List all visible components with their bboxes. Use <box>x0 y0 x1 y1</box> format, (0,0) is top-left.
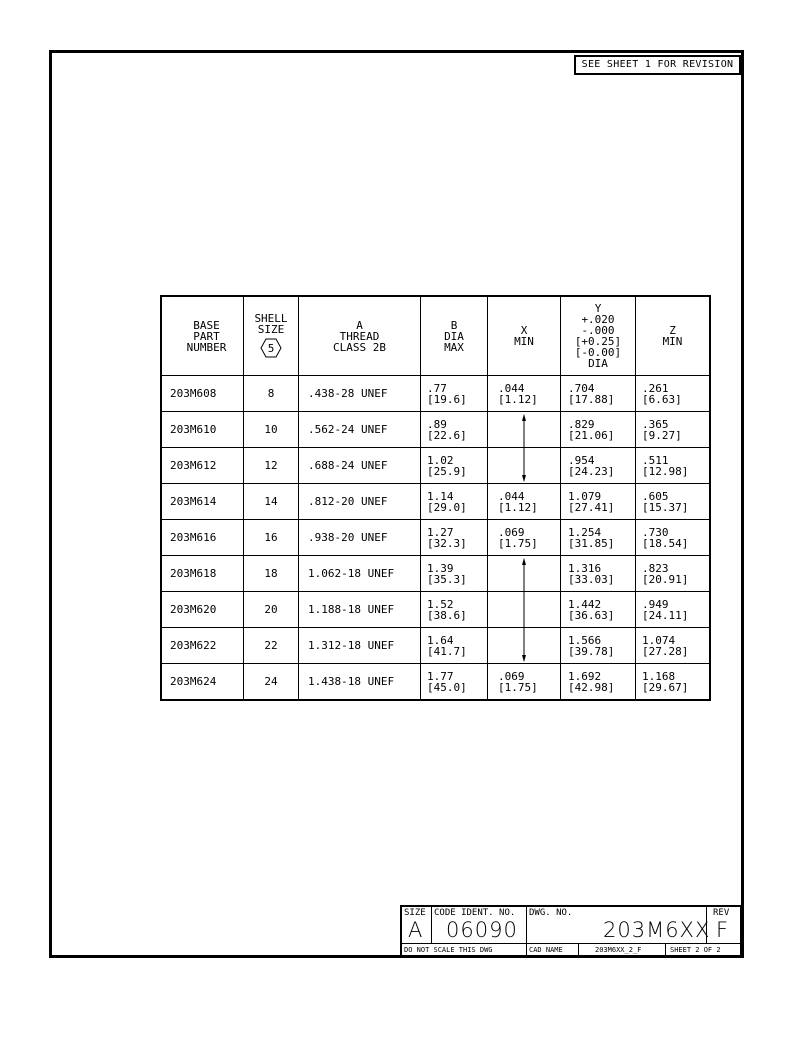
cell-shell: 22 <box>244 628 299 664</box>
header-base-part-number: BASE PART NUMBER <box>161 296 244 376</box>
cell-thread: .438-28 UNEF <box>299 376 421 412</box>
header-b-dia-max: B DIA MAX <box>421 296 488 376</box>
cell-part: 203M618 <box>161 556 244 592</box>
table-row <box>161 556 710 592</box>
cell-b: .89 [22.6] <box>421 412 488 448</box>
cell-y: 1.566 [39.78] <box>561 628 636 664</box>
cell-b: .77 [19.6] <box>421 376 488 412</box>
cell-z: 1.168 [29.67] <box>636 664 711 701</box>
cell-shell: 16 <box>244 520 299 556</box>
rev-cell: REV F <box>707 907 741 944</box>
cell-thread: .938-20 UNEF <box>299 520 421 556</box>
cell-z: .823 [20.91] <box>636 556 711 592</box>
cell-shell: 12 <box>244 448 299 484</box>
cell-y: .829 [21.06] <box>561 412 636 448</box>
cell-b: 1.64 [41.7] <box>421 628 488 664</box>
cell-thread: 1.188-18 UNEF <box>299 592 421 628</box>
cell-thread: 1.062-18 UNEF <box>299 556 421 592</box>
cell-y: 1.692 [42.98] <box>561 664 636 701</box>
cell-thread: .812-20 UNEF <box>299 484 421 520</box>
cell-y: 1.254 [31.85] <box>561 520 636 556</box>
cell-x: .044 [1.12] <box>488 376 561 412</box>
cell-part: 203M612 <box>161 448 244 484</box>
cell-shell: 8 <box>244 376 299 412</box>
dwg-no-cell: DWG. NO. 203M6XX <box>529 908 711 942</box>
dimension-arrow <box>519 558 529 662</box>
cell-y: 1.316 [33.03] <box>561 556 636 592</box>
dwg-no-value: 203M6XX <box>603 918 711 942</box>
title-block <box>400 905 741 957</box>
drawing-sheet <box>49 50 744 958</box>
cell-part: 203M610 <box>161 412 244 448</box>
header-y-dia: Y +.020 -.000 [+0.25] [-0.00] DIA <box>561 296 636 376</box>
cell-b: 1.77 [45.0] <box>421 664 488 701</box>
sheet-cell: SHEET 2 OF 2 <box>666 944 741 957</box>
size-cell: SIZE A <box>402 907 432 944</box>
cell-z: .730 [18.54] <box>636 520 711 556</box>
header-thread: A THREAD CLASS 2B <box>299 296 421 376</box>
table-row <box>161 376 710 412</box>
note-number: 5 <box>267 341 275 355</box>
code-ident-cell: CODE IDENT. NO. 06090 <box>432 907 527 944</box>
revision-note: SEE SHEET 1 FOR REVISION <box>574 55 741 75</box>
cell-z: .261 [6.63] <box>636 376 711 412</box>
header-shell-size: SHELL SIZE 5 <box>244 296 299 376</box>
cell-z: .605 [15.37] <box>636 484 711 520</box>
cell-shell: 20 <box>244 592 299 628</box>
cell-z: .365 [9.27] <box>636 412 711 448</box>
table-row <box>161 520 710 556</box>
cell-thread: 1.438-18 UNEF <box>299 664 421 701</box>
cell-b: 1.27 [32.3] <box>421 520 488 556</box>
cell-part: 203M608 <box>161 376 244 412</box>
cell-y: .704 [17.88] <box>561 376 636 412</box>
rev-value: F <box>716 918 729 942</box>
header-x-min: X MIN <box>488 296 561 376</box>
cell-x: .069 [1.75] <box>488 520 561 556</box>
cell-thread: 1.312-18 UNEF <box>299 628 421 664</box>
cell-b: 1.52 [38.6] <box>421 592 488 628</box>
table-row <box>161 628 710 664</box>
table-row <box>161 412 710 448</box>
table-row <box>161 592 710 628</box>
cell-x: .044 [1.12] <box>488 484 561 520</box>
cell-b: 1.02 [25.9] <box>421 448 488 484</box>
size-value: A <box>408 918 423 942</box>
cell-z: 1.074 [27.28] <box>636 628 711 664</box>
cad-name-value-cell: 203M6XX_2_F <box>579 944 666 957</box>
dimension-arrow <box>519 414 529 482</box>
table-row <box>161 448 710 484</box>
cell-z: .949 [24.11] <box>636 592 711 628</box>
table-row <box>161 664 710 701</box>
cell-b: 1.39 [35.3] <box>421 556 488 592</box>
code-ident-value: 06090 <box>446 918 518 942</box>
cad-name-label-cell: CAD NAME <box>527 944 579 957</box>
note-hexagon-icon <box>260 338 282 360</box>
cell-part: 203M614 <box>161 484 244 520</box>
cell-y: .954 [24.23] <box>561 448 636 484</box>
cell-y: 1.442 [36.63] <box>561 592 636 628</box>
cell-shell: 18 <box>244 556 299 592</box>
header-z-min: Z MIN <box>636 296 711 376</box>
cell-shell: 10 <box>244 412 299 448</box>
cell-thread: .688-24 UNEF <box>299 448 421 484</box>
cell-x: .069 [1.75] <box>488 664 561 701</box>
table-row <box>161 484 710 520</box>
cell-shell: 14 <box>244 484 299 520</box>
cell-part: 203M620 <box>161 592 244 628</box>
cell-b: 1.14 [29.0] <box>421 484 488 520</box>
cell-shell: 24 <box>244 664 299 701</box>
table-header-row <box>161 296 710 376</box>
cell-y: 1.079 [27.41] <box>561 484 636 520</box>
cell-thread: .562-24 UNEF <box>299 412 421 448</box>
cell-part: 203M622 <box>161 628 244 664</box>
do-not-scale-cell: DO NOT SCALE THIS DWG <box>402 944 527 957</box>
cell-part: 203M624 <box>161 664 244 701</box>
cell-part: 203M616 <box>161 520 244 556</box>
dimension-table <box>160 295 711 701</box>
cell-z: .511 [12.98] <box>636 448 711 484</box>
